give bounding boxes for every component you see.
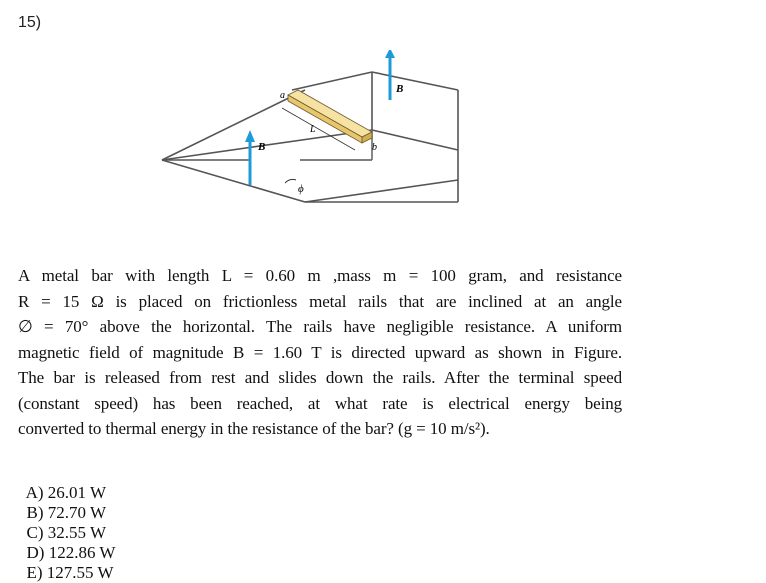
problem-line: (constant speed) has been reached, at what rate is electrical energy being: [18, 393, 622, 413]
problem-line: magnetic field of magnitude B = 1.60 T is directed upward as shown in Figure.: [18, 342, 622, 362]
answer-d: D) 122.86 W: [26, 543, 116, 562]
label-b: b: [372, 142, 377, 153]
problem-line: ∅ = 70° above the horizontal. The rails have negligible resistance. A uniform: [18, 317, 622, 336]
problem-statement: [18, 263, 622, 442]
answer-e: E) 127.55 W: [26, 563, 114, 582]
field-arrow-left: [245, 130, 255, 185]
problem-line: converted to thermal energy in the resistance of the bar? (g = 10 m/s²).: [18, 419, 490, 438]
answer-a: A) 26.01 W: [25, 483, 106, 502]
metal-bar: [288, 90, 372, 143]
answer-choices: [18, 463, 133, 583]
label-angle: ϕ: [298, 183, 304, 195]
problem-line: A metal bar with length L = 0.60 m ,mass m = 100 gram, and resistance: [18, 266, 622, 285]
problem-line: The bar is released from rest and slides down the rails. After the terminal speed: [18, 368, 622, 387]
label-a: a: [280, 90, 285, 101]
answer-b: B) 72.70 W: [26, 503, 106, 522]
field-label-left: B: [258, 141, 266, 153]
answer-c: C) 32.55 W: [26, 523, 106, 542]
incline-rails-figure: [150, 50, 480, 220]
rail-frame: [162, 72, 458, 202]
question-number: 15): [18, 14, 42, 31]
problem-line: R = 15 Ω is placed on frictionless metal rails that are inclined at an angle: [18, 291, 622, 311]
angle-arc: [285, 179, 296, 183]
field-label-right: B: [396, 83, 404, 95]
label-L: L: [310, 124, 316, 135]
